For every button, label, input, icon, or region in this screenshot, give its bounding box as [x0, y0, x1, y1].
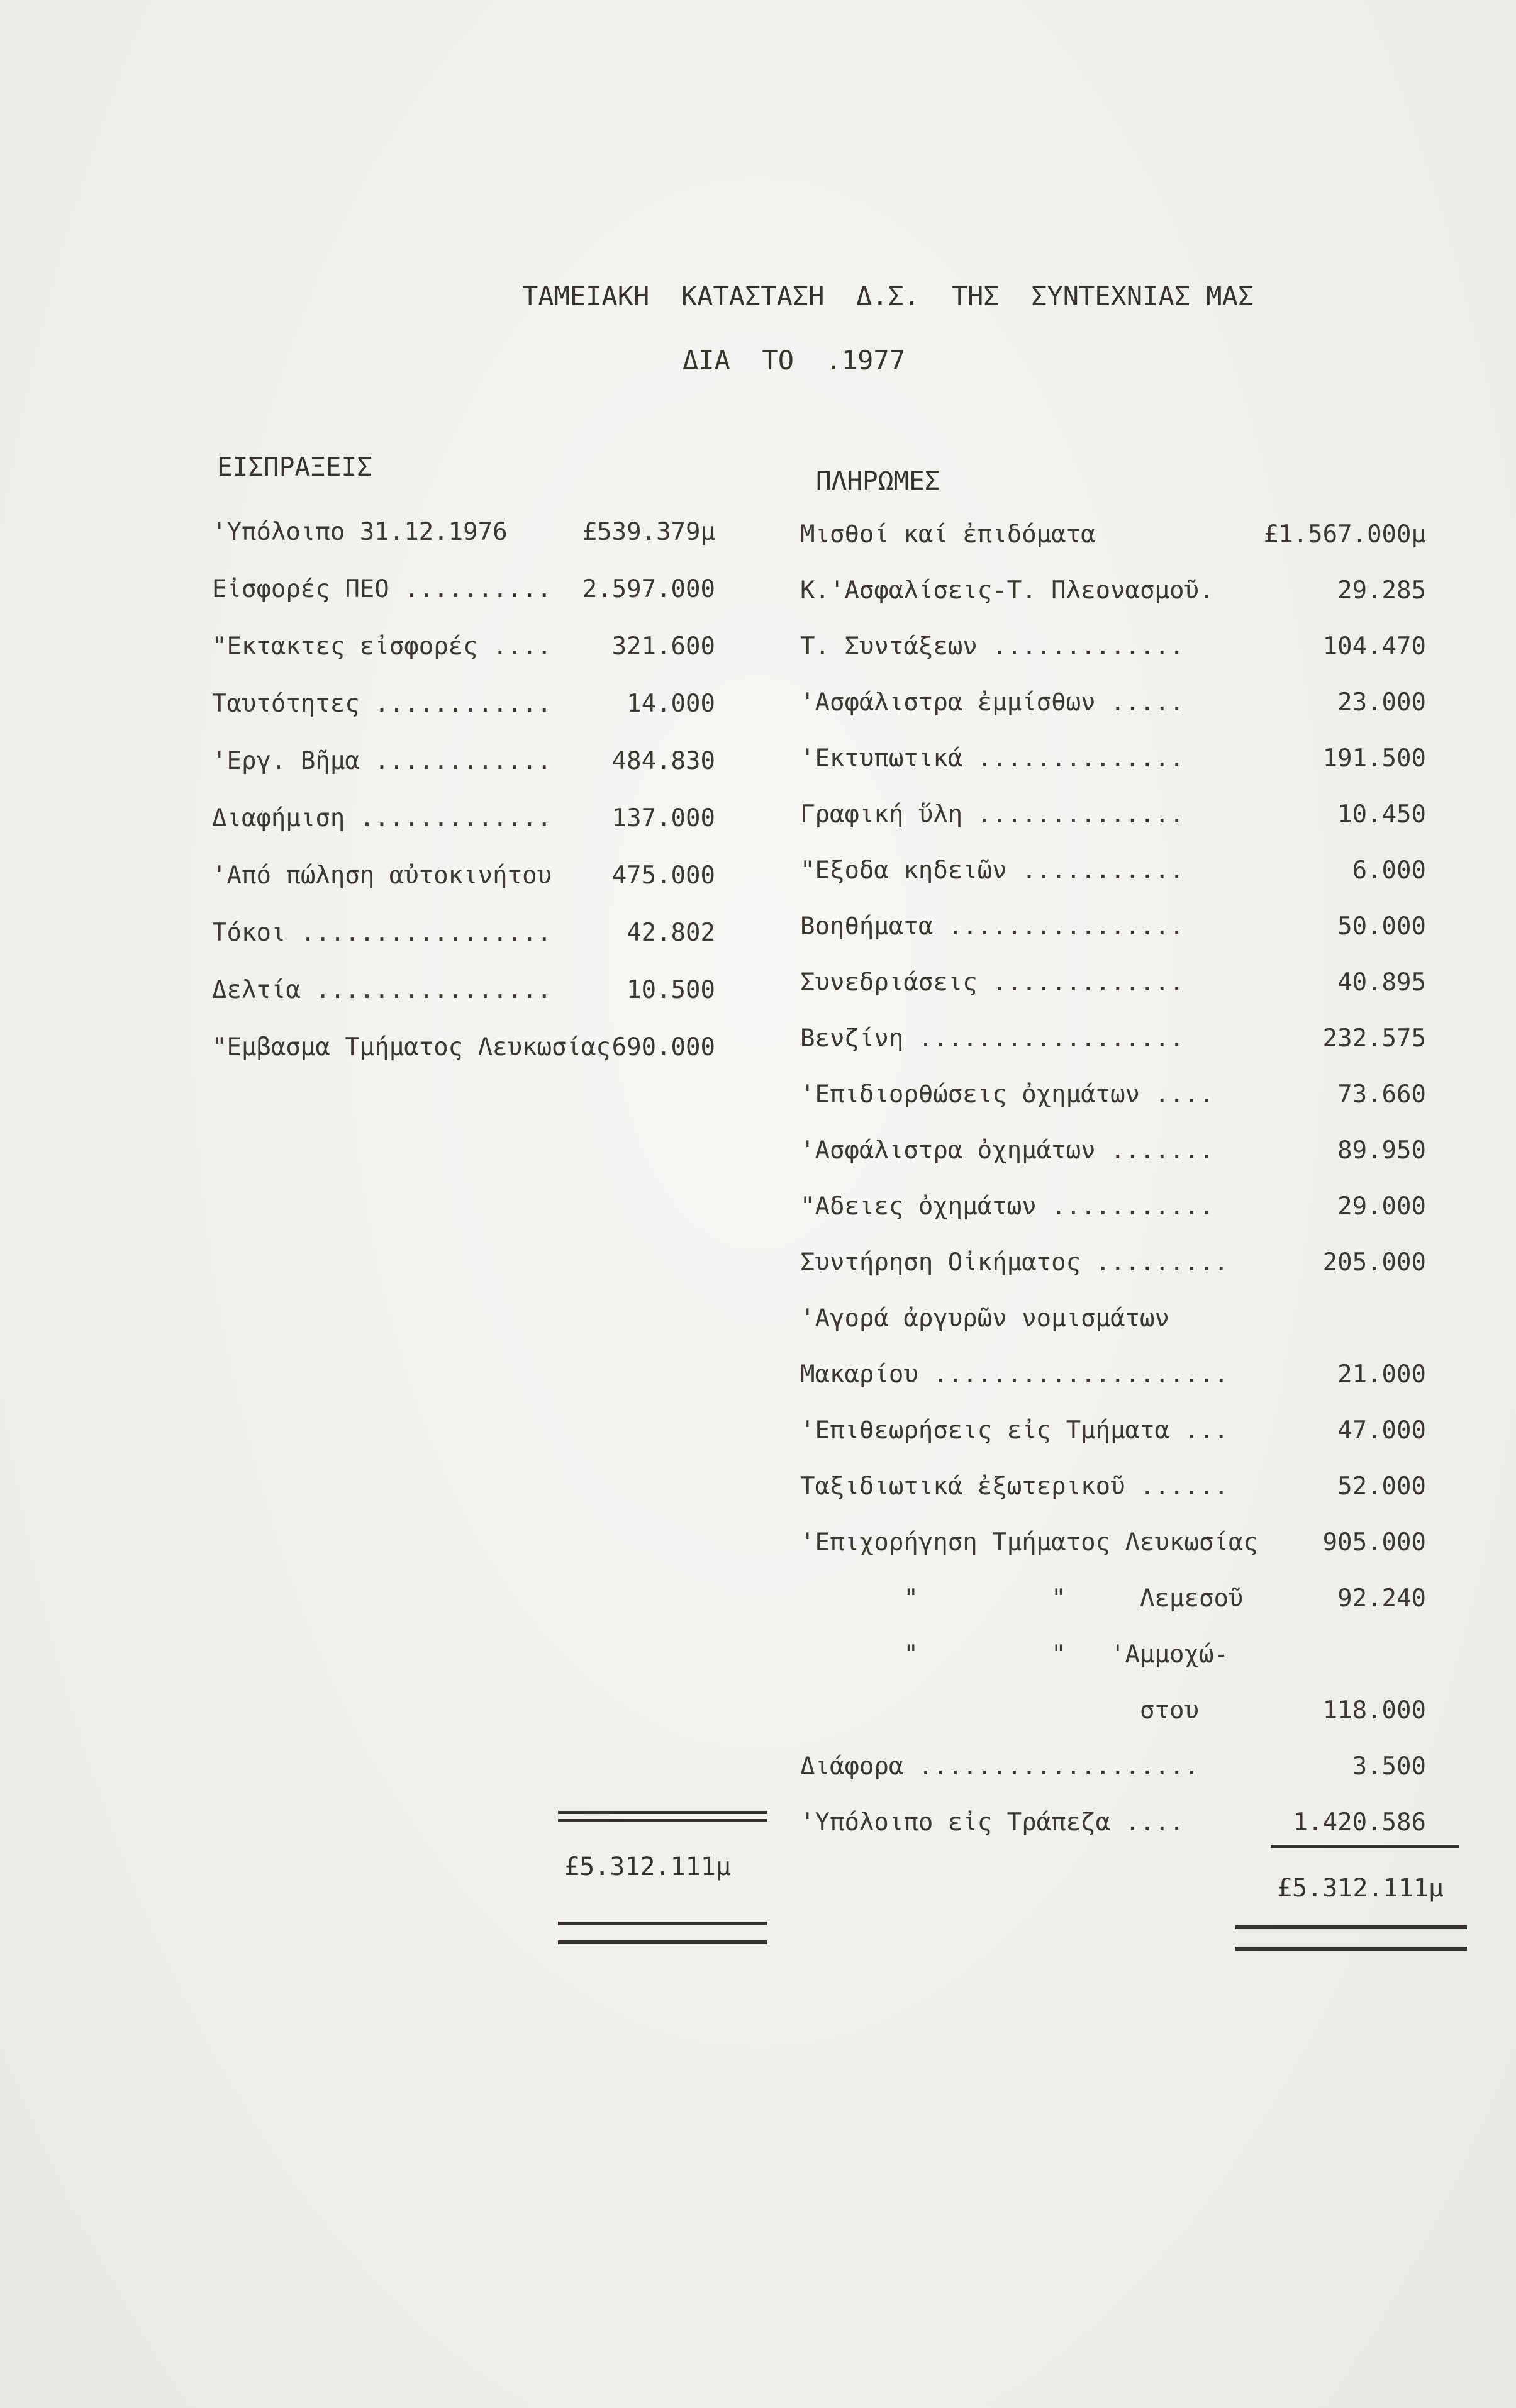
row-label: 'Εργ. Βῆμα ............ [212, 747, 552, 775]
payments-row [800, 1011, 1426, 1067]
receipts-total-bottom-rule [558, 1940, 767, 1944]
row-amount: 21.000 [1337, 1360, 1426, 1389]
row-amount: 690.000 [611, 1033, 715, 1061]
payments-row [800, 843, 1426, 899]
receipts-row [212, 961, 715, 1019]
row-amount: 52.000 [1337, 1472, 1426, 1501]
receipts-table [212, 503, 715, 1076]
payments-row [800, 787, 1426, 843]
row-label: " " 'Αμμοχώ- [800, 1640, 1229, 1669]
payments-row [800, 1347, 1426, 1403]
row-label: Βενζίνη .................. [800, 1024, 1184, 1053]
row-label: Μακαρίου .................... [800, 1360, 1229, 1389]
payments-row [800, 899, 1426, 955]
row-label: Τόκοι ................. [212, 919, 552, 947]
row-label: 'Από πώληση αὐτοκινήτου [212, 861, 552, 890]
row-label: Εἰσφορές ΠΕΟ .......... [212, 575, 552, 603]
row-amount: 137.000 [611, 804, 715, 832]
receipts-total-bottom-rule [558, 1922, 767, 1925]
row-amount: 10.450 [1337, 800, 1426, 829]
row-amount: 321.600 [611, 632, 715, 661]
payments-row [800, 1179, 1426, 1235]
row-label: Βοηθήματα ................ [800, 912, 1184, 941]
row-label: "Εμβασμα Τμήματος Λευκωσίας [212, 1033, 611, 1061]
document-subtitle: ΔΙΑ ΤΟ .1977 [683, 345, 906, 376]
row-amount: 42.802 [627, 919, 715, 947]
row-label: Κ.'Ασφαλίσεις-Τ. Πλεονασμοῦ. [800, 576, 1214, 605]
row-amount: 50.000 [1337, 912, 1426, 941]
payments-row [800, 1795, 1426, 1851]
row-label: 'Επιδιορθώσεις ὀχημάτων .... [800, 1080, 1214, 1109]
row-label: στου [800, 1696, 1199, 1725]
payments-row [800, 1123, 1426, 1179]
payments-balance-underline [1271, 1845, 1459, 1848]
payments-total-bottom-rule [1235, 1925, 1467, 1929]
receipts-row [212, 675, 715, 732]
row-amount: 232.575 [1322, 1024, 1426, 1053]
row-amount: 205.000 [1322, 1248, 1426, 1277]
payments-row [800, 619, 1426, 675]
payments-row [800, 1067, 1426, 1123]
row-label: Ταξιδιωτικά ἐξωτερικοῦ ...... [800, 1472, 1229, 1501]
row-label: Διαφήμιση ............. [212, 804, 552, 832]
document-title: ΤΑΜΕΙΑΚΗ ΚΑΤΑΣΤΑΣΗ Δ.Σ. ΤΗΣ ΣΥΝΤΕΧΝΙΑΣ ΜΑΣ [522, 281, 1254, 311]
row-amount: 191.500 [1322, 744, 1426, 773]
payments-row [800, 1459, 1426, 1515]
row-label: 'Επιχορήγηση Τμήματος Λευκωσίας [800, 1528, 1258, 1557]
payments-row [800, 1235, 1426, 1291]
row-label: "Εξοδα κηδειῶν ........... [800, 856, 1184, 885]
receipts-heading: ΕΙΣΠΡΑΞΕΙΣ [217, 452, 372, 482]
row-amount: 23.000 [1337, 688, 1426, 717]
row-label: Συντήρηση Οἰκήματος ......... [800, 1248, 1229, 1277]
row-amount: 92.240 [1337, 1584, 1426, 1613]
payments-row [800, 507, 1426, 563]
payments-row [800, 675, 1426, 731]
receipts-total: £5.312.111μ [564, 1852, 731, 1881]
payments-row [800, 1403, 1426, 1459]
receipts-row [212, 732, 715, 790]
row-amount: £1.567.000μ [1263, 520, 1426, 549]
payments-row [800, 1291, 1426, 1347]
row-amount: 29.285 [1337, 576, 1426, 605]
row-amount: 484.830 [611, 747, 715, 775]
row-label: 'Υπόλοιπο 31.12.1976 [212, 518, 508, 546]
payments-row [800, 1571, 1426, 1627]
row-amount: £539.379μ [582, 518, 715, 546]
row-label: 'Ασφάλιστρα ἐμμίσθων ..... [800, 688, 1184, 717]
payments-row [800, 955, 1426, 1011]
receipts-row [212, 561, 715, 618]
payments-row [800, 1683, 1426, 1739]
row-label: 'Αγορά ἀργυρῶν νομισμάτων [800, 1304, 1169, 1333]
row-amount: 2.597.000 [582, 575, 715, 603]
row-label: "Αδειες ὀχημάτων ........... [800, 1192, 1214, 1221]
row-label: Συνεδριάσεις ............. [800, 968, 1184, 997]
receipts-total-top-rule [558, 1811, 767, 1814]
receipts-row [212, 1019, 715, 1076]
row-amount: 47.000 [1337, 1416, 1426, 1445]
row-label: Γραφική ὕλη .............. [800, 800, 1184, 829]
row-label: Ταυτότητες ............ [212, 690, 552, 718]
payments-row [800, 1739, 1426, 1795]
row-label: Διάφορα ................... [800, 1752, 1199, 1781]
receipts-row [212, 618, 715, 675]
row-label: Μισθοί καί ἐπιδόματα [800, 520, 1096, 549]
row-amount: 475.000 [611, 861, 715, 890]
row-label: Δελτία ................ [212, 976, 552, 1004]
receipts-row [212, 790, 715, 847]
row-label: " " Λεμεσοῦ [800, 1584, 1244, 1613]
row-amount: 118.000 [1322, 1696, 1426, 1725]
payments-row [800, 563, 1426, 619]
row-amount: 14.000 [627, 690, 715, 718]
row-amount: 1.420.586 [1293, 1808, 1426, 1837]
row-amount: 104.470 [1322, 632, 1426, 661]
payments-row [800, 1627, 1426, 1683]
receipts-row [212, 904, 715, 961]
row-label: Τ. Συντάξεων ............. [800, 632, 1184, 661]
payments-total-bottom-rule [1235, 1947, 1467, 1951]
row-amount: 905.000 [1322, 1528, 1426, 1557]
row-label: 'Εκτυπωτικά .............. [800, 744, 1184, 773]
receipts-row [212, 503, 715, 561]
payments-row [800, 1515, 1426, 1571]
payments-row [800, 731, 1426, 787]
row-amount: 73.660 [1337, 1080, 1426, 1109]
row-amount: 3.500 [1352, 1752, 1426, 1781]
row-amount: 40.895 [1337, 968, 1426, 997]
receipts-total-top-rule [558, 1819, 767, 1822]
payments-total: £5.312.111μ [1277, 1874, 1444, 1903]
row-label: 'Επιθεωρήσεις εἰς Τμήματα ... [800, 1416, 1229, 1445]
row-label: 'Υπόλοιπο εἰς Τράπεζα .... [800, 1808, 1184, 1837]
receipts-row [212, 847, 715, 904]
row-amount: 10.500 [627, 976, 715, 1004]
row-amount: 89.950 [1337, 1136, 1426, 1165]
payments-heading: ΠΛΗΡΩΜΕΣ [816, 466, 940, 496]
row-label: "Εκτακτες εἰσφορές .... [212, 632, 552, 661]
row-amount: 6.000 [1352, 856, 1426, 885]
row-label: 'Ασφάλιστρα ὀχημάτων ....... [800, 1136, 1214, 1165]
payments-table [800, 507, 1426, 1851]
row-amount: 29.000 [1337, 1192, 1426, 1221]
